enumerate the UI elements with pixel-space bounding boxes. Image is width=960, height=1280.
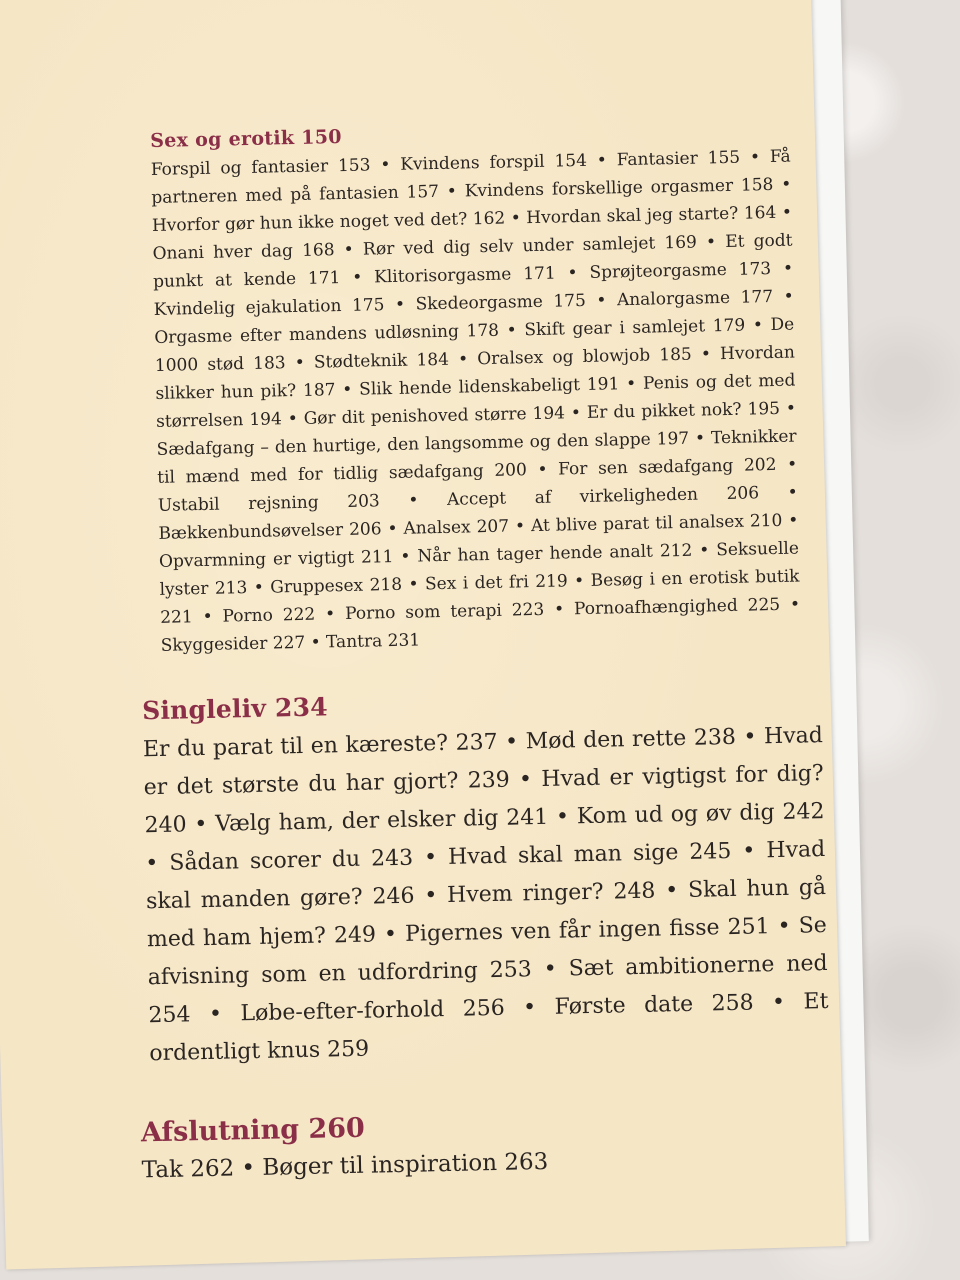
- section-title-singleliv: Singleliv 234: [141, 692, 329, 726]
- section-entries-singleliv: Er du parat til en kæreste? 237 • Mød den rette 238 • Hvad er det største du har gjort? 239 • Hvad er vigtigst for dig? 240 • Vælg ham, der elsker dig 241 • Kom ud og øv dig 242 • Sådan scorer du 243 • Hvad skal man sige 245 • Hvad skal manden gøre? 246 • Hvem ringer? 248 • Skal hun gå med ham hjem? 249 • Pigernes ven får ingen fisse 251 • Se afvisning som en udfordring 253 • Sæt ambitionerne ned 254 • Løbe-efter-forhold 256 • Første date 258 • Et ordentligt knus 259: [142, 723, 829, 1067]
- table-of-contents: [140, 117, 829, 1188]
- section-title-sex-og-erotik: Sex og erotik 150: [150, 125, 343, 152]
- section-title-afslutning: Afslutning 260: [140, 1112, 366, 1149]
- section-entries-sex-og-erotik: Forspil og fantasier 153 • Kvindens forspil 154 • Fantasier 155 • Få partneren med på fantasien 157 • Kvindens forskellige orgasmer 158 • Hvorfor gør hun ikke noget ved det? 162 • Hvordan skal jeg starte? 164 • Onani hver dag 168 • Rør ved dig selv under samlejet 169 • Et godt punkt at kende 171 • Klitorisorgasme 171 • Sprøjteorgasme 173 • Kvindelig ejakulation 175 • Skedeorgasme 175 • Analorgasme 177 • Orgasme efter mandens udløsning 178 • Skift gear i samlejet 179 • De 1000 stød 183 • Stødteknik 184 • Oralsex og blowjob 185 • Hvordan slikker hun pik? 187 • Slik hende lidenskabeligt 191 • Penis og det med størrelsen 194 • Gør dit penishoved større 194 • Er du pikket nok? 195 • Sædafgang – den hurtige, den langsomme og den slappe 197 • Teknikker til mænd med for tidlig sædafgang 200 • For sen sædafgang 202 • Ustabil rejsning 203 • Accept af virkeligheden 206 • Bækkenbundsøvelser 206 • Analsex 207 • At blive parat til analsex 210 • Opvarmning er vigtigt 211 • Når han tager hende analt 212 • Seksuelle lyster 213 • Gruppesex 218 • Sex i det fri 219 • Besøg i en erotisk butik 221 • Porno 222 • Porno som terapi 223 • Pornoafhængighed 225 • Skyggesider 227 • Tantra 231: [150, 146, 801, 656]
- section-entries-afslutning: Tak 262 • Bøger til inspiration 263: [141, 1148, 549, 1184]
